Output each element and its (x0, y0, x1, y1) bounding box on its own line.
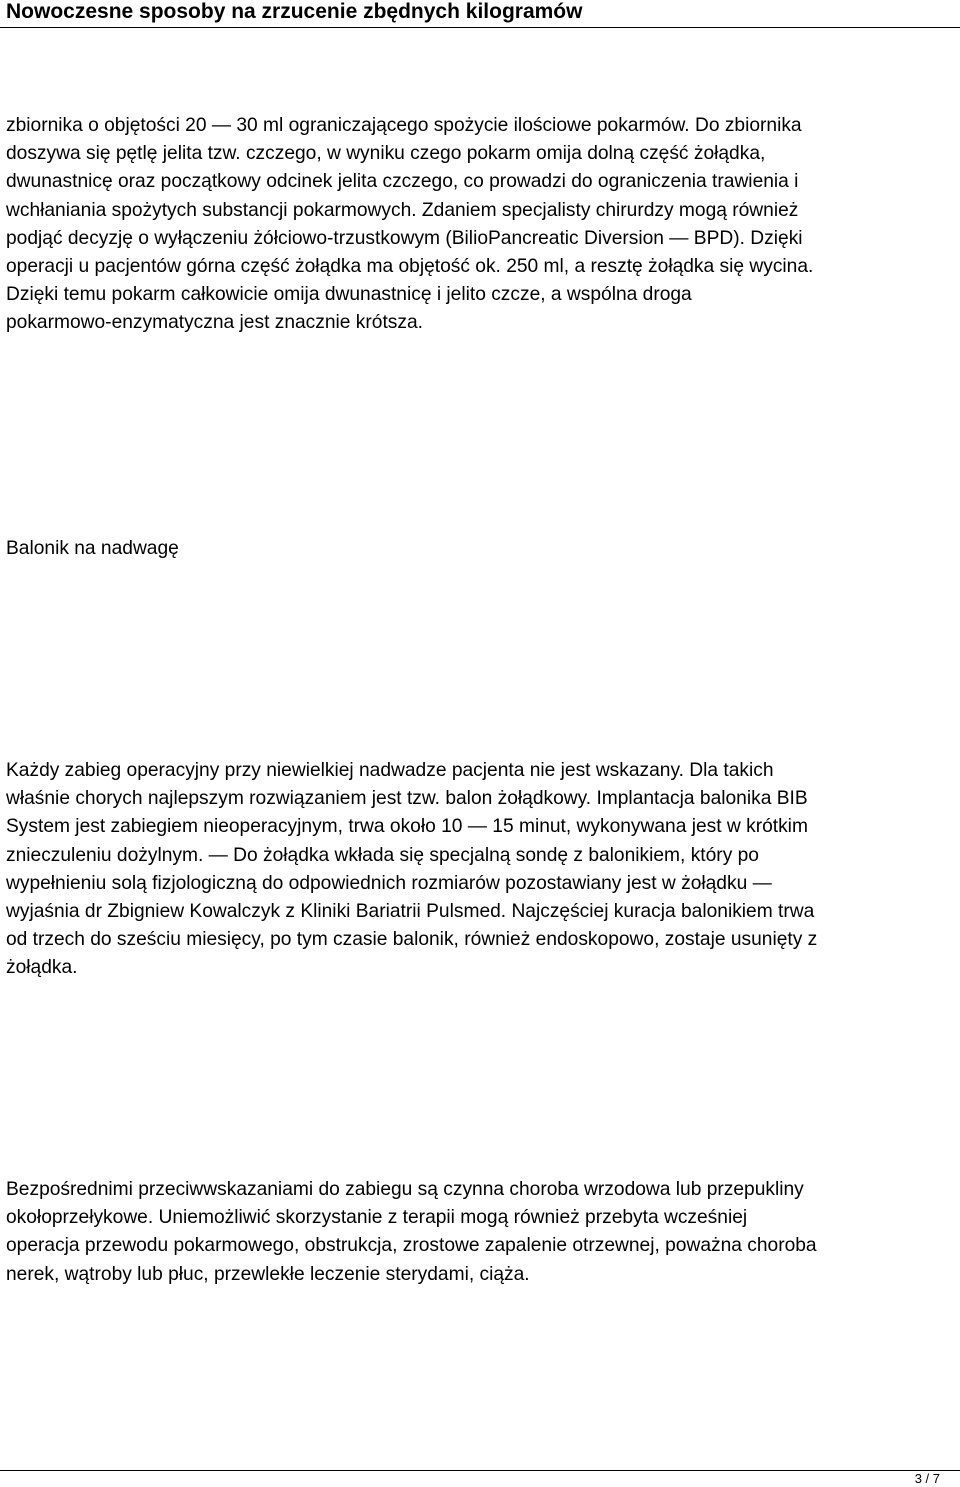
text-line: nerek, wątroby lub płuc, przewlekłe leczenie sterydami, ciąża. (6, 1263, 530, 1285)
text-line: pokarmowo-enzymatyczna jest znacznie krótsza. (6, 312, 423, 334)
text-line: żołądka. (6, 957, 78, 979)
text-line: operacja przewodu pokarmowego, obstrukcja, zrostowe zapalenie otrzewnej, poważna choroba (6, 1235, 817, 1257)
text-line: właśnie chorych najlepszym rozwiązaniem jest tzw. balon żołądkowy. Implantacja balonika BIB (6, 788, 808, 810)
text-line: okołoprzełykowe. Uniemożliwić skorzystanie z terapii mogą również przebyta wcześniej (6, 1207, 748, 1229)
text-line: zbiornika o objętości 20 — 30 ml ograniczającego spożycie ilościowe pokarmów. Do zbiornika (6, 115, 802, 136)
footer-divider (0, 1470, 960, 1471)
text-line: Każdy zabieg operacyjny przy niewielkiej nadwadze pacjenta nie jest wskazany. Dla takich (6, 760, 774, 781)
text-line: od trzech do sześciu miesięcy, po tym czasie balonik, również endoskopowo, zostaje usunięty z (6, 929, 818, 951)
text-line: dwunastnicę oraz początkowy odcinek jelita czczego, co prowadzi do ograniczenia trawienia i (6, 171, 799, 193)
section-heading: Balonik na nadwagę (6, 538, 179, 559)
document-title: Nowoczesne sposoby na zrzucenie zbędnych kilogramów (6, 0, 583, 23)
text-line: wyjaśnia dr Zbigniew Kowalczyk z Kliniki Bariatrii Pulsmed. Najczęściej kuracja balonikiem trwa (6, 901, 815, 923)
text-line: operacji u pacjentów górna część żołądka ma objętość ok. 250 ml, a resztę żołądka się wycina. (6, 256, 814, 278)
paragraph-gastric-balloon (6, 757, 956, 983)
paragraph-gastric-bypass (6, 112, 956, 338)
text-line: Bezpośrednimi przeciwwskazaniami do zabiegu są czynna choroba wrzodowa lub przepukliny (6, 1179, 804, 1200)
text-line: znieczuleniu dożylnym. — Do żołądka wkłada się specjalną sondę z balonikiem, który po (6, 844, 759, 866)
text-line: wypełnieniu solą fizjologiczną do odpowiednich rozmiarów pozostawiany jest w żołądku — (6, 872, 772, 894)
paragraph-contraindications (6, 1176, 956, 1289)
text-line: wchłaniania spożytych substancji pokarmowych. Zdaniem specjalisty chirurdzy mogą również (6, 199, 799, 221)
text-line: podjąć decyzję o wyłączeniu żółciowo-trzustkowym (BilioPancreatic Diversion — BPD). Dzięki (6, 227, 803, 249)
header-divider (0, 27, 960, 28)
text-line: doszywa się pętlę jelita tzw. czczego, w wyniku czego pokarm omija dolną część żołądka, (6, 143, 766, 165)
page-header (0, 0, 960, 28)
page-number: 3 / 7 (914, 1471, 940, 1486)
text-line: System jest zabiegiem nieoperacyjnym, trwa około 10 — 15 minut, wykonywana jest w krótkim (6, 816, 808, 838)
text-line: Dzięki temu pokarm całkowicie omija dwunastnicę i jelito czcze, a wspólna droga (6, 284, 692, 306)
